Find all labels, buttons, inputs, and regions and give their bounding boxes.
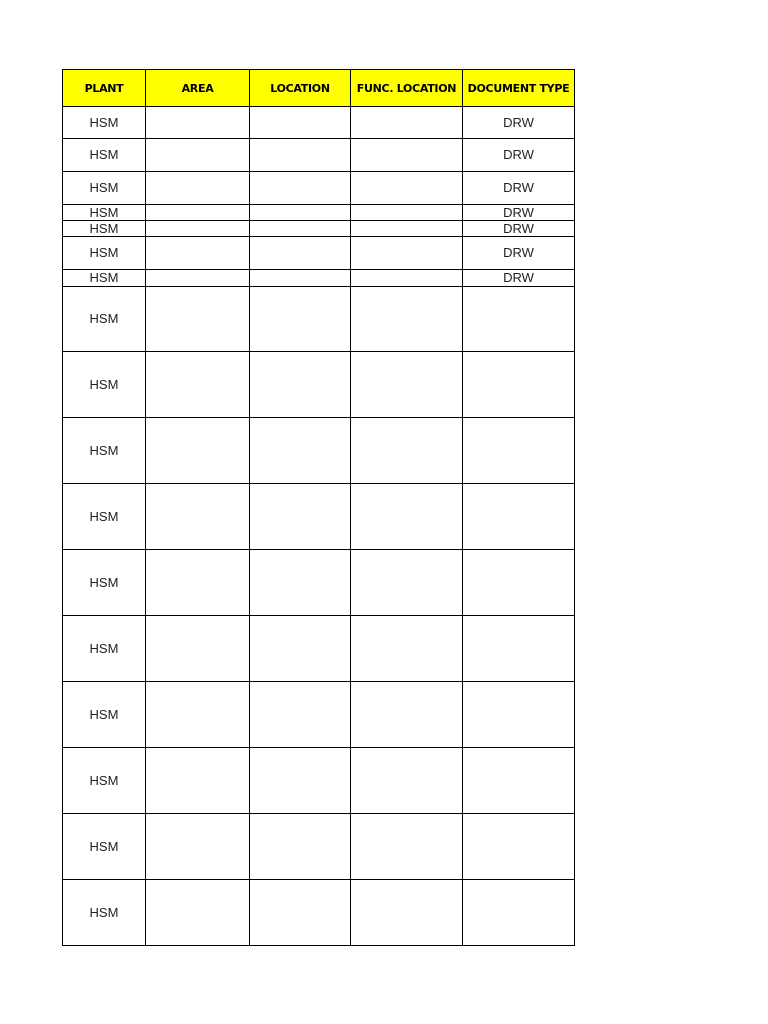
cell-func-location[interactable] (351, 172, 463, 205)
cell-func-location[interactable] (351, 352, 463, 418)
cell-func-location[interactable] (351, 880, 463, 946)
cell-document-type[interactable]: DRW (463, 107, 575, 139)
table-row (63, 237, 575, 270)
cell-area[interactable] (146, 484, 250, 550)
table-row (63, 270, 575, 287)
cell-document-type[interactable] (463, 484, 575, 550)
cell-plant[interactable]: HSM (63, 221, 146, 237)
cell-document-type[interactable] (463, 418, 575, 484)
cell-area[interactable] (146, 172, 250, 205)
table-row (63, 172, 575, 205)
cell-func-location[interactable] (351, 550, 463, 616)
table-row (63, 814, 575, 880)
table-row (63, 139, 575, 172)
table-row (63, 682, 575, 748)
cell-area[interactable] (146, 748, 250, 814)
cell-plant[interactable]: HSM (63, 484, 146, 550)
table-row (63, 205, 575, 221)
cell-plant[interactable]: HSM (63, 270, 146, 287)
cell-func-location[interactable] (351, 205, 463, 221)
cell-document-type[interactable]: DRW (463, 270, 575, 287)
cell-plant[interactable]: HSM (63, 205, 146, 221)
table-row (63, 484, 575, 550)
cell-location[interactable] (250, 682, 351, 748)
cell-document-type[interactable] (463, 748, 575, 814)
cell-area[interactable] (146, 550, 250, 616)
cell-location[interactable] (250, 172, 351, 205)
document-register-table (62, 69, 575, 946)
cell-area[interactable] (146, 616, 250, 682)
cell-location[interactable] (250, 418, 351, 484)
cell-document-type[interactable] (463, 550, 575, 616)
cell-func-location[interactable] (351, 237, 463, 270)
cell-func-location[interactable] (351, 107, 463, 139)
header-location: LOCATION (250, 70, 351, 107)
header-func-location: FUNC. LOCATION (351, 70, 463, 107)
cell-area[interactable] (146, 418, 250, 484)
cell-plant[interactable]: HSM (63, 814, 146, 880)
cell-location[interactable] (250, 270, 351, 287)
cell-location[interactable] (250, 484, 351, 550)
cell-func-location[interactable] (351, 270, 463, 287)
cell-area[interactable] (146, 205, 250, 221)
cell-plant[interactable]: HSM (63, 172, 146, 205)
cell-func-location[interactable] (351, 287, 463, 352)
cell-area[interactable] (146, 270, 250, 287)
table-row (63, 221, 575, 237)
cell-location[interactable] (250, 880, 351, 946)
cell-location[interactable] (250, 287, 351, 352)
cell-location[interactable] (250, 107, 351, 139)
cell-location[interactable] (250, 139, 351, 172)
table-row (63, 352, 575, 418)
cell-document-type[interactable] (463, 352, 575, 418)
cell-area[interactable] (146, 814, 250, 880)
cell-location[interactable] (250, 221, 351, 237)
cell-func-location[interactable] (351, 484, 463, 550)
table-row (63, 107, 575, 139)
cell-plant[interactable]: HSM (63, 237, 146, 270)
header-plant: PLANT (63, 70, 146, 107)
cell-document-type[interactable]: DRW (463, 139, 575, 172)
cell-area[interactable] (146, 139, 250, 172)
cell-plant[interactable]: HSM (63, 550, 146, 616)
cell-area[interactable] (146, 107, 250, 139)
cell-func-location[interactable] (351, 139, 463, 172)
cell-document-type[interactable] (463, 880, 575, 946)
table-row (63, 616, 575, 682)
cell-area[interactable] (146, 237, 250, 270)
cell-plant[interactable]: HSM (63, 880, 146, 946)
cell-area[interactable] (146, 880, 250, 946)
table-row (63, 880, 575, 946)
cell-plant[interactable]: HSM (63, 139, 146, 172)
cell-func-location[interactable] (351, 682, 463, 748)
table-row (63, 287, 575, 352)
cell-func-location[interactable] (351, 616, 463, 682)
header-document-type: DOCUMENT TYPE (463, 70, 575, 107)
cell-location[interactable] (250, 352, 351, 418)
cell-document-type[interactable] (463, 682, 575, 748)
cell-plant[interactable]: HSM (63, 107, 146, 139)
cell-document-type[interactable]: DRW (463, 172, 575, 205)
cell-document-type[interactable]: DRW (463, 221, 575, 237)
cell-location[interactable] (250, 205, 351, 221)
cell-plant[interactable]: HSM (63, 748, 146, 814)
cell-location[interactable] (250, 748, 351, 814)
cell-location[interactable] (250, 550, 351, 616)
header-row (63, 70, 575, 107)
cell-location[interactable] (250, 616, 351, 682)
cell-plant[interactable]: HSM (63, 616, 146, 682)
cell-document-type[interactable] (463, 814, 575, 880)
cell-location[interactable] (250, 237, 351, 270)
cell-area[interactable] (146, 287, 250, 352)
cell-func-location[interactable] (351, 814, 463, 880)
cell-document-type[interactable] (463, 616, 575, 682)
cell-area[interactable] (146, 221, 250, 237)
cell-func-location[interactable] (351, 221, 463, 237)
cell-plant[interactable]: HSM (63, 287, 146, 352)
cell-area[interactable] (146, 352, 250, 418)
cell-plant[interactable]: HSM (63, 352, 146, 418)
header-area: AREA (146, 70, 250, 107)
cell-document-type[interactable] (463, 287, 575, 352)
cell-document-type[interactable]: DRW (463, 237, 575, 270)
table-row (63, 748, 575, 814)
cell-plant[interactable]: HSM (63, 682, 146, 748)
cell-location[interactable] (250, 814, 351, 880)
cell-plant[interactable]: HSM (63, 418, 146, 484)
table-row (63, 550, 575, 616)
cell-document-type[interactable]: DRW (463, 205, 575, 221)
table-row (63, 418, 575, 484)
cell-func-location[interactable] (351, 418, 463, 484)
cell-func-location[interactable] (351, 748, 463, 814)
cell-area[interactable] (146, 682, 250, 748)
